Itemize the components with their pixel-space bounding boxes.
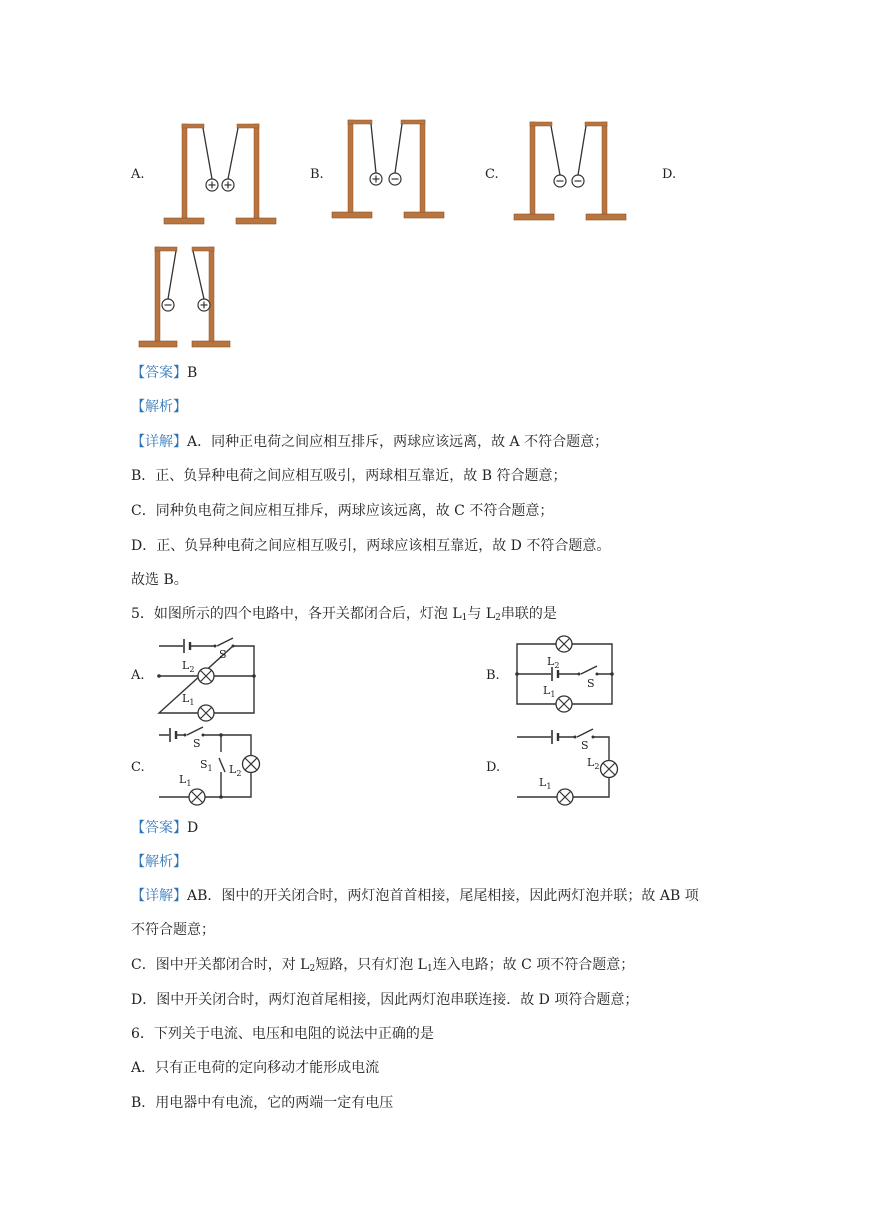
q5-detail-c-mid: 短路，只有灯泡 L [315,957,427,973]
q5-question-sub1: 1 [461,613,468,623]
stand-arm-right [585,122,607,126]
switch-label: S [219,648,227,661]
lamp-l1-icon [189,789,205,805]
lamp-l2-label: $L_2$ [229,763,242,778]
q4-detail-label: 【详解】 [131,434,187,450]
q4-answer-label: 【答案】 [131,365,187,381]
q5-circuit-b [513,636,618,720]
stand-base-right [586,214,626,220]
lamp-l2-icon [198,668,214,684]
q5-detail-label: 【详解】 [131,888,187,904]
q5-question-post: 串联的是 [500,606,557,622]
q5-option-a-label: A. [131,668,145,683]
q4-answer-value: B [187,365,198,381]
q5-circuit-a [155,636,260,720]
q5-detail-line-ab-cont: 不符合题意； [131,922,215,938]
stand-base-left [332,212,372,218]
stand-arm-left [348,120,372,124]
lamp-l1-icon [198,705,214,721]
thread-line [168,251,176,299]
q4-figure-c [512,118,632,228]
q5-option-d-label: D. [486,760,501,775]
stand-post-left [155,247,160,341]
thread-line [193,251,204,299]
q5-detail-text-ab: AB．图中的开关闭合时，两灯泡首首相接，尾尾相接，因此两灯泡并联；故 AB 项 [187,888,699,904]
switch-label: S [581,739,589,752]
q4-detail-line-d: D．正、负异种电荷之间应相互吸引，两球应该相互靠近，故 D 不符合题意。 [131,538,611,554]
q5-detail-line-d: D．图中开关闭合时，两灯泡首尾相接，因此两灯泡串联连接．故 D 项符合题意； [131,992,639,1008]
thread-line [578,126,586,175]
thread-line [551,126,560,175]
q5-analysis-label: 【解析】 [131,854,187,870]
q5-circuit-c [155,724,270,804]
stand-post-right [209,247,214,341]
q5-circuit-d [513,724,628,804]
stand-arm-right [237,124,259,128]
switch-label: S [587,677,595,690]
q4-option-b-label: B. [310,167,324,182]
q4-figure-b [330,116,450,226]
q4-detail-line-c: C．同种负电荷之间应相互排斥，两球应该远离，故 C 不符合题意； [131,503,554,519]
q5-question-mid: 与 L [467,606,496,622]
lamp-l1-label: $L_1$ [179,773,192,788]
stand-arm-right [192,247,214,251]
q5-detail-line-c [131,956,634,978]
q4-option-a-label: A. [131,167,145,182]
q4-detail-text-a: A．同种正电荷之间应相互排斥，两球应该远离，故 A 不符合题意； [187,434,609,450]
q4-figure-d [137,243,237,351]
thread-line [203,128,212,179]
stand-base-right [404,212,444,218]
thread-line [395,124,402,173]
lamp-l1-label: $L_1$ [539,776,552,791]
stand-base-left [139,341,177,347]
switch-label: S [193,737,201,750]
q5-option-b-label: B. [486,668,500,683]
lamp-l1-label: $L_1$ [543,684,556,699]
q5-detail-c-sub2: 1 [426,964,433,974]
thread-line [228,128,238,179]
stand-base-right [236,218,276,224]
lamp-l2-icon [556,636,572,652]
lamp-l2-label: $L_2$ [587,756,600,771]
q5-question-sub2: 2 [495,613,501,623]
q6-option-b: B．用电器中有电流，它的两端一定有电压 [131,1095,394,1111]
lamp-l2-icon [243,756,260,773]
lamp-l2-label: $L_2$ [182,659,195,674]
q6-question: 6．下列关于电流、电压和电阻的说法中正确的是 [131,1026,434,1042]
lamp-l1-icon [556,696,572,712]
thread-line [371,124,376,173]
lamp-l1-icon [557,789,573,805]
q4-option-d-label: D. [662,167,677,182]
q5-answer [131,819,198,837]
q4-detail-line-a [131,433,608,451]
q4-figure-a [160,120,280,230]
stand-base-left [514,214,554,220]
q4-detail-line-b: B．正、负异种电荷之间应相互吸引，两球相互靠近，故 B 符合题意； [131,468,567,484]
lamp-l1-label: $L_1$ [182,692,195,707]
stand-post-right [254,124,259,218]
stand-arm-left [155,247,177,251]
stand-post-left [182,124,187,218]
stand-arm-left [182,124,204,128]
q4-option-c-label: C. [485,167,499,182]
q5-question [131,605,557,627]
q4-answer [131,364,197,382]
stand-post-left [348,120,353,212]
lamp-l2-icon [601,761,618,778]
q6-option-a: A．只有正电荷的定向移动才能形成电流 [131,1060,380,1076]
q5-question-pre: 5．如图所示的四个电路中，各开关都闭合后，灯泡 L [131,606,462,622]
q5-detail-c-sub: 2 [309,964,316,974]
q5-answer-label: 【答案】 [131,820,187,836]
q5-answer-value: D [187,820,199,836]
q5-detail-c-pre: C．图中开关都闭合时，对 L [131,957,310,973]
q5-option-c-label: C. [131,760,145,775]
stand-post-right [602,122,607,214]
q4-analysis-label: 【解析】 [131,399,187,415]
stand-arm-right [401,120,425,124]
stand-arm-left [530,122,552,126]
stand-post-left [530,122,535,214]
stand-post-right [420,120,425,212]
q5-detail-line-ab [131,887,699,905]
stand-base-left [164,218,204,224]
lamp-l2-label: $L_2$ [547,655,560,670]
q4-conclusion: 故选 B。 [131,572,188,588]
switch-s1-label: $S_1$ [200,758,213,773]
stand-base-right [192,341,230,347]
q5-detail-c-post: 连入电路；故 C 项不符合题意； [432,957,635,973]
